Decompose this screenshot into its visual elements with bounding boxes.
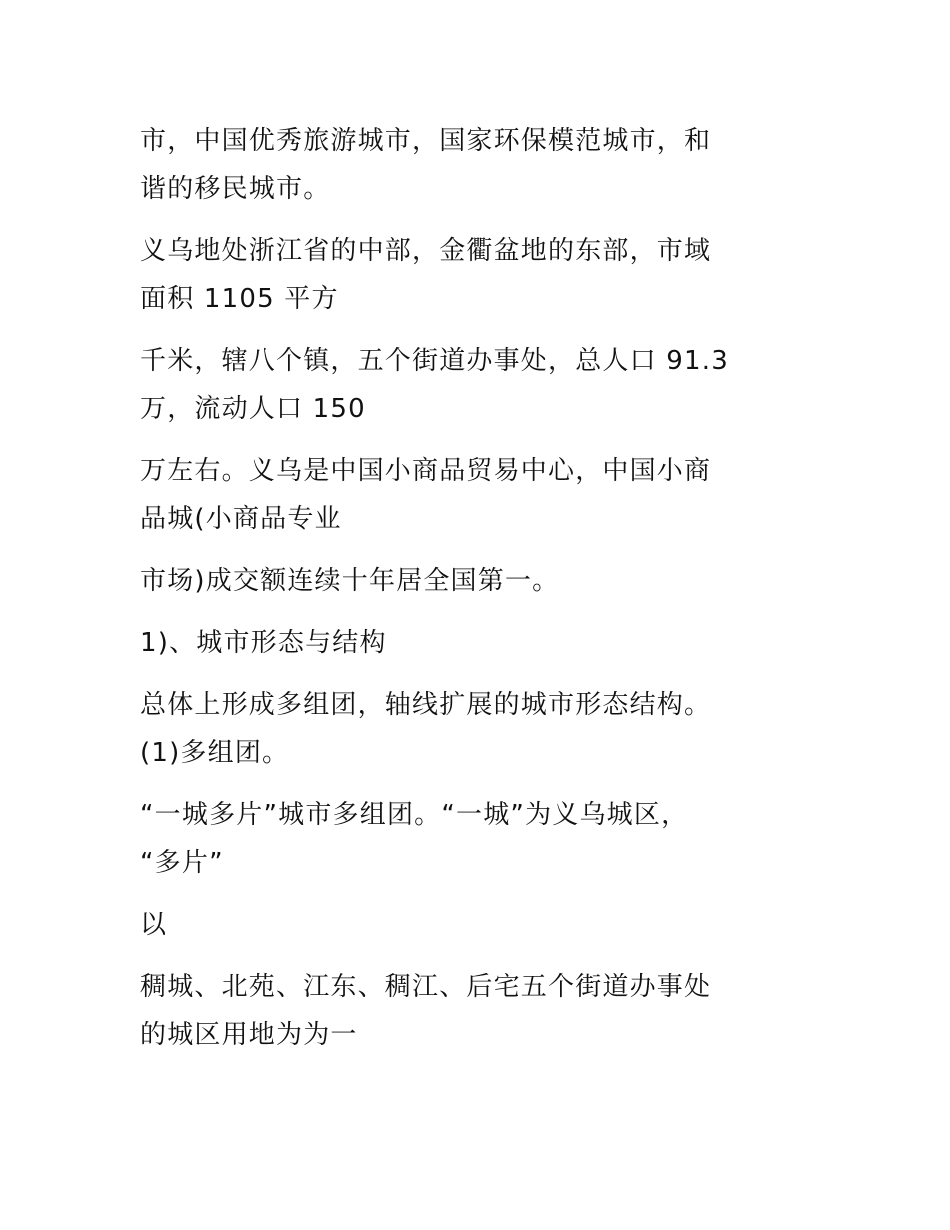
- paragraph-9: [140, 901, 840, 949]
- text-line: 总体上形成多组团，轴线扩展的城市形态结构。: [140, 690, 712, 720]
- text-line: 品城(小商品专业: [140, 504, 342, 534]
- text-line: 稠城、北苑、江东、稠江、后宅五个街道办事处: [140, 972, 712, 1002]
- paragraph-4: [140, 447, 840, 543]
- text-line: 义乌地处浙江省的中部，金衢盆地的东部，市域: [140, 236, 712, 266]
- text-line: 以: [140, 910, 168, 940]
- text-line: 1)、城市形态与结构: [140, 628, 387, 658]
- text-line: 市，中国优秀旅游城市，国家环保模范城市，和: [140, 126, 712, 156]
- text-line: “一城多片”城市多组团。“一城”为义乌城区，: [140, 800, 689, 830]
- paragraph-3: [140, 337, 840, 433]
- text-line: 千米，辖八个镇，五个街道办事处，总人口 91.3: [140, 346, 729, 376]
- document-body: [140, 117, 840, 1073]
- paragraph-8: [140, 791, 840, 887]
- text-line: 面积 1105 平方: [140, 284, 339, 314]
- paragraph-1: [140, 117, 840, 213]
- text-line: 万，流动人口 150: [140, 394, 366, 424]
- text-line: 谐的移民城市。: [140, 174, 331, 204]
- paragraph-10: [140, 963, 840, 1059]
- text-line: 万左右。义乌是中国小商品贸易中心，中国小商: [140, 456, 712, 486]
- text-line: (1)多组团。: [140, 738, 290, 768]
- section-heading: [140, 619, 840, 667]
- text-line: 的城区用地为为一: [140, 1020, 358, 1050]
- text-line: “多片”: [140, 848, 224, 878]
- paragraph-5: [140, 557, 840, 605]
- text-line: 市场)成交额连续十年居全国第一。: [140, 566, 560, 596]
- paragraph-2: [140, 227, 840, 323]
- paragraph-7: [140, 681, 840, 777]
